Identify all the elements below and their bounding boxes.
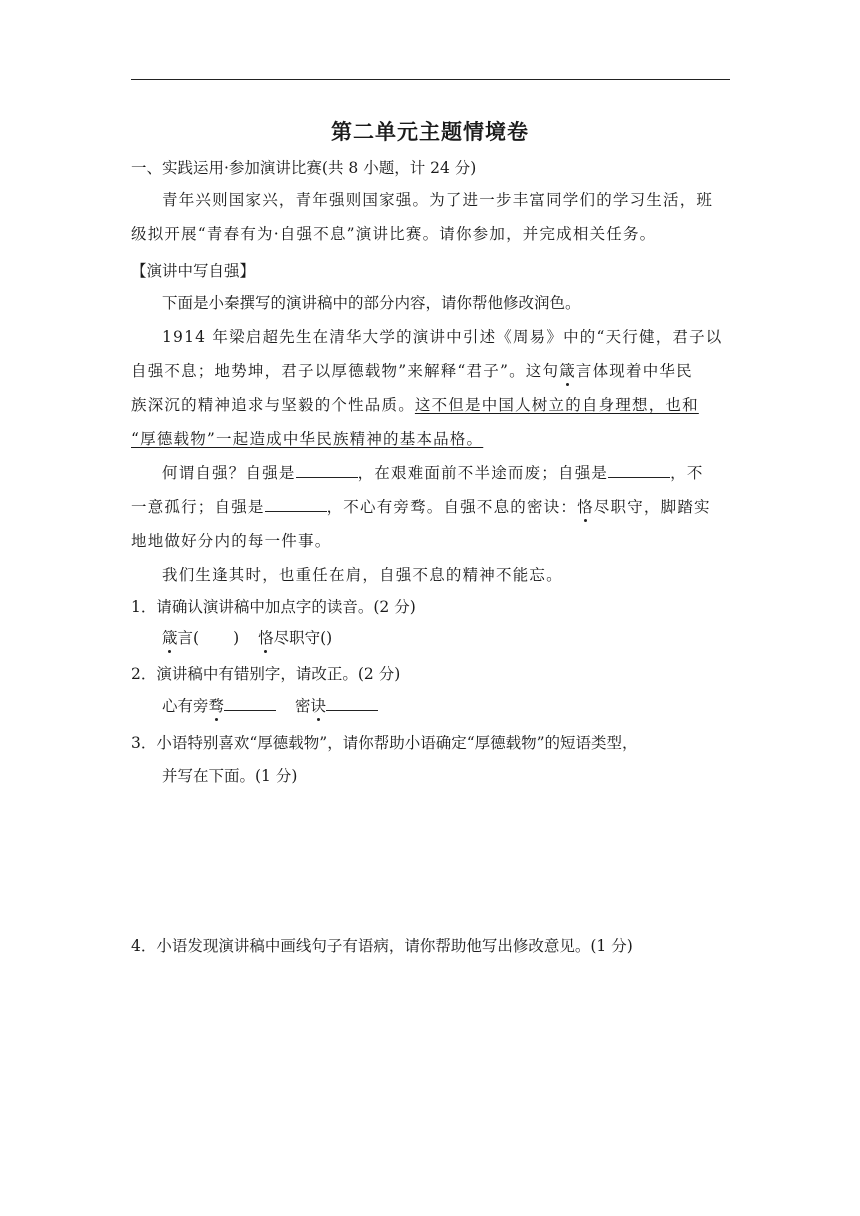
question-4-answer-area[interactable] [131,970,730,1110]
question-2-stem: 2．演讲稿中有错别字，请改正。(2 分) [131,665,401,683]
passage-text: 言体现着中华民 [575,362,693,380]
question-1-stem: 1．请确认演讲稿中加点字的读音。(2 分) [131,598,416,616]
passage-text: 一意孤行；自强是 [131,498,265,516]
passage-line-6 [131,497,711,517]
intro-line-2: 级拟开展“青春有为·自强不息”演讲比赛。请你参加，并完成相关任务。 [131,225,657,243]
fill-blank[interactable] [296,463,358,478]
page-title: 第二单元主题情境卷 [331,120,529,144]
answer-blank[interactable] [224,696,276,711]
header-rule [131,79,730,80]
answer-label: ) [233,629,240,647]
passage-text: 何谓自强？自强是 [162,464,296,482]
dotted-char: 骛 [208,697,225,715]
passage-text: 族深沉的精神追求与坚毅的个性品质。 [131,396,415,414]
dotted-char: 恪 [577,498,594,516]
question-1-items [162,628,332,648]
passage-line-8: 我们生逢其时，也重任在肩，自强不息的精神不能忘。 [162,566,563,584]
passage-text: ，不 [670,464,704,482]
passage-text: 尽职守，脚踏实 [593,498,711,516]
question-3-stem-line-1: 3．小语特别喜欢“厚德载物”，请你帮助小语确定“厚德载物”的短语类型， [131,734,638,752]
answer-label: 心有旁 [162,697,209,715]
passage-line-2 [131,361,693,381]
passage-text: ，在艰难面前不半途而废；自强是 [357,464,609,482]
instruction-text: 下面是小秦撰写的演讲稿中的部分内容，请你帮他修改润色。 [162,294,581,312]
passage-text: 自强不息；地势坤，君子以厚德载物”来解释“君子”。这句 [131,362,560,380]
answer-blank[interactable] [326,696,378,711]
passage-line-3 [131,395,699,415]
section-heading: 一、实践运用·参加演讲比赛(共 8 小题，计 24 分) [131,159,477,177]
passage-line-1: 1914 年梁启超先生在清华大学的演讲中引述《周易》中的“天行健，君子以 [162,328,723,346]
passage-line-5 [162,463,704,483]
question-3-stem-line-2: 并写在下面。(1 分) [162,767,298,785]
passage-text: ，不心有旁骛。自强不息的密诀： [326,498,578,516]
fill-blank[interactable] [265,497,327,512]
question-2-items [162,696,378,716]
dotted-char: 诀 [310,697,326,715]
subsection-heading: 【演讲中写自强】 [131,262,256,280]
dotted-char: 箴 [162,629,178,647]
question-3-answer-area[interactable] [131,800,730,920]
dotted-char: 恪 [258,629,274,647]
dotted-char: 箴 [559,362,576,380]
underlined-sentence: “厚德载物”一起造成中华民族精神的基本品格。 [131,430,484,448]
answer-label: 密 [294,697,311,715]
answer-label: 言( [177,629,200,647]
intro-line-1: 青年兴则国家兴，青年强则国家强。为了进一步丰富同学们的学习生活，班 [162,191,714,209]
answer-label: 尽职守() [273,629,333,647]
fill-blank[interactable] [608,463,670,478]
underlined-sentence: 这不但是中国人树立的自身理想，也和 [414,396,699,414]
passage-line-7: 地地做好分内的每一件事。 [131,532,332,550]
question-4-stem: 4．小语发现演讲稿中画线句子有语病，请你帮助他写出修改意见。(1 分) [131,937,633,955]
passage-line-4 [131,429,483,449]
